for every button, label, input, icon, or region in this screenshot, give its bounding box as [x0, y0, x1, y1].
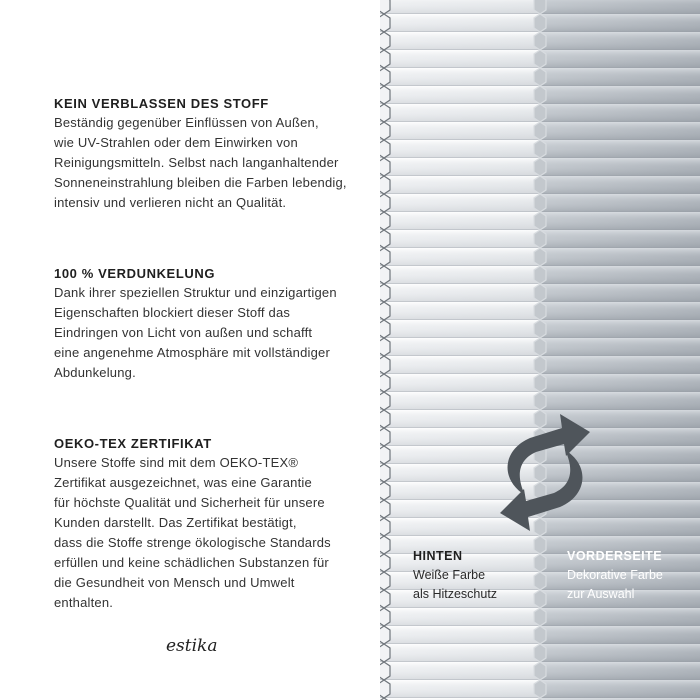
- section-no-fading: [54, 96, 374, 213]
- section-text: Unsere Stoffe sind mit dem OEKO-TEX® Zertifikat ausgezeichnet, was eine Garantie für höchste Qualität und Sicherheit für unsere Kunden darstellt. Das Zertifikat bestätigt, dass die Stoffe strenge ökologische Standards erfüllen und keine schädlichen Substanzen für die Gesundheit von Mensch und Umwelt enthalten.: [54, 455, 331, 610]
- back-line-2: als Hitzeschutz: [413, 587, 498, 601]
- section-blackout: [54, 266, 374, 383]
- front-side-label: [567, 547, 663, 604]
- front-title: VORDERSEITE: [567, 549, 663, 563]
- front-line-2: zur Auswahl: [567, 587, 635, 601]
- section-title: KEIN VERBLASSEN DES STOFF: [54, 96, 269, 111]
- section-text: Dank ihrer speziellen Struktur und einzigartigen Eigenschaften blockiert dieser Stoff das Eindringen von Licht von außen und schafft eine angenehme Atmosphäre mit vollständiger Abdunkelung.: [54, 285, 337, 380]
- brand-logo: estika: [166, 636, 218, 656]
- front-line-1: Dekorative Farbe: [567, 568, 663, 582]
- rotate-arrows-icon: [490, 400, 600, 545]
- back-line-1: Weiße Farbe: [413, 568, 486, 582]
- section-oeko-tex: [54, 436, 374, 613]
- back-side-label: [413, 547, 497, 604]
- section-title: OEKO-TEX ZERTIFIKAT: [54, 436, 212, 451]
- section-title: 100 % VERDUNKELUNG: [54, 266, 216, 281]
- section-text: Beständig gegenüber Einflüssen von Außen, wie UV-Strahlen oder dem Einwirken von Reinigungsmitteln. Selbst nach langanhaltender Sonneneinstrahlung bleiben die Farben lebendig, intensiv und verlieren nicht an Qualität.: [54, 115, 347, 210]
- back-title: HINTEN: [413, 549, 463, 563]
